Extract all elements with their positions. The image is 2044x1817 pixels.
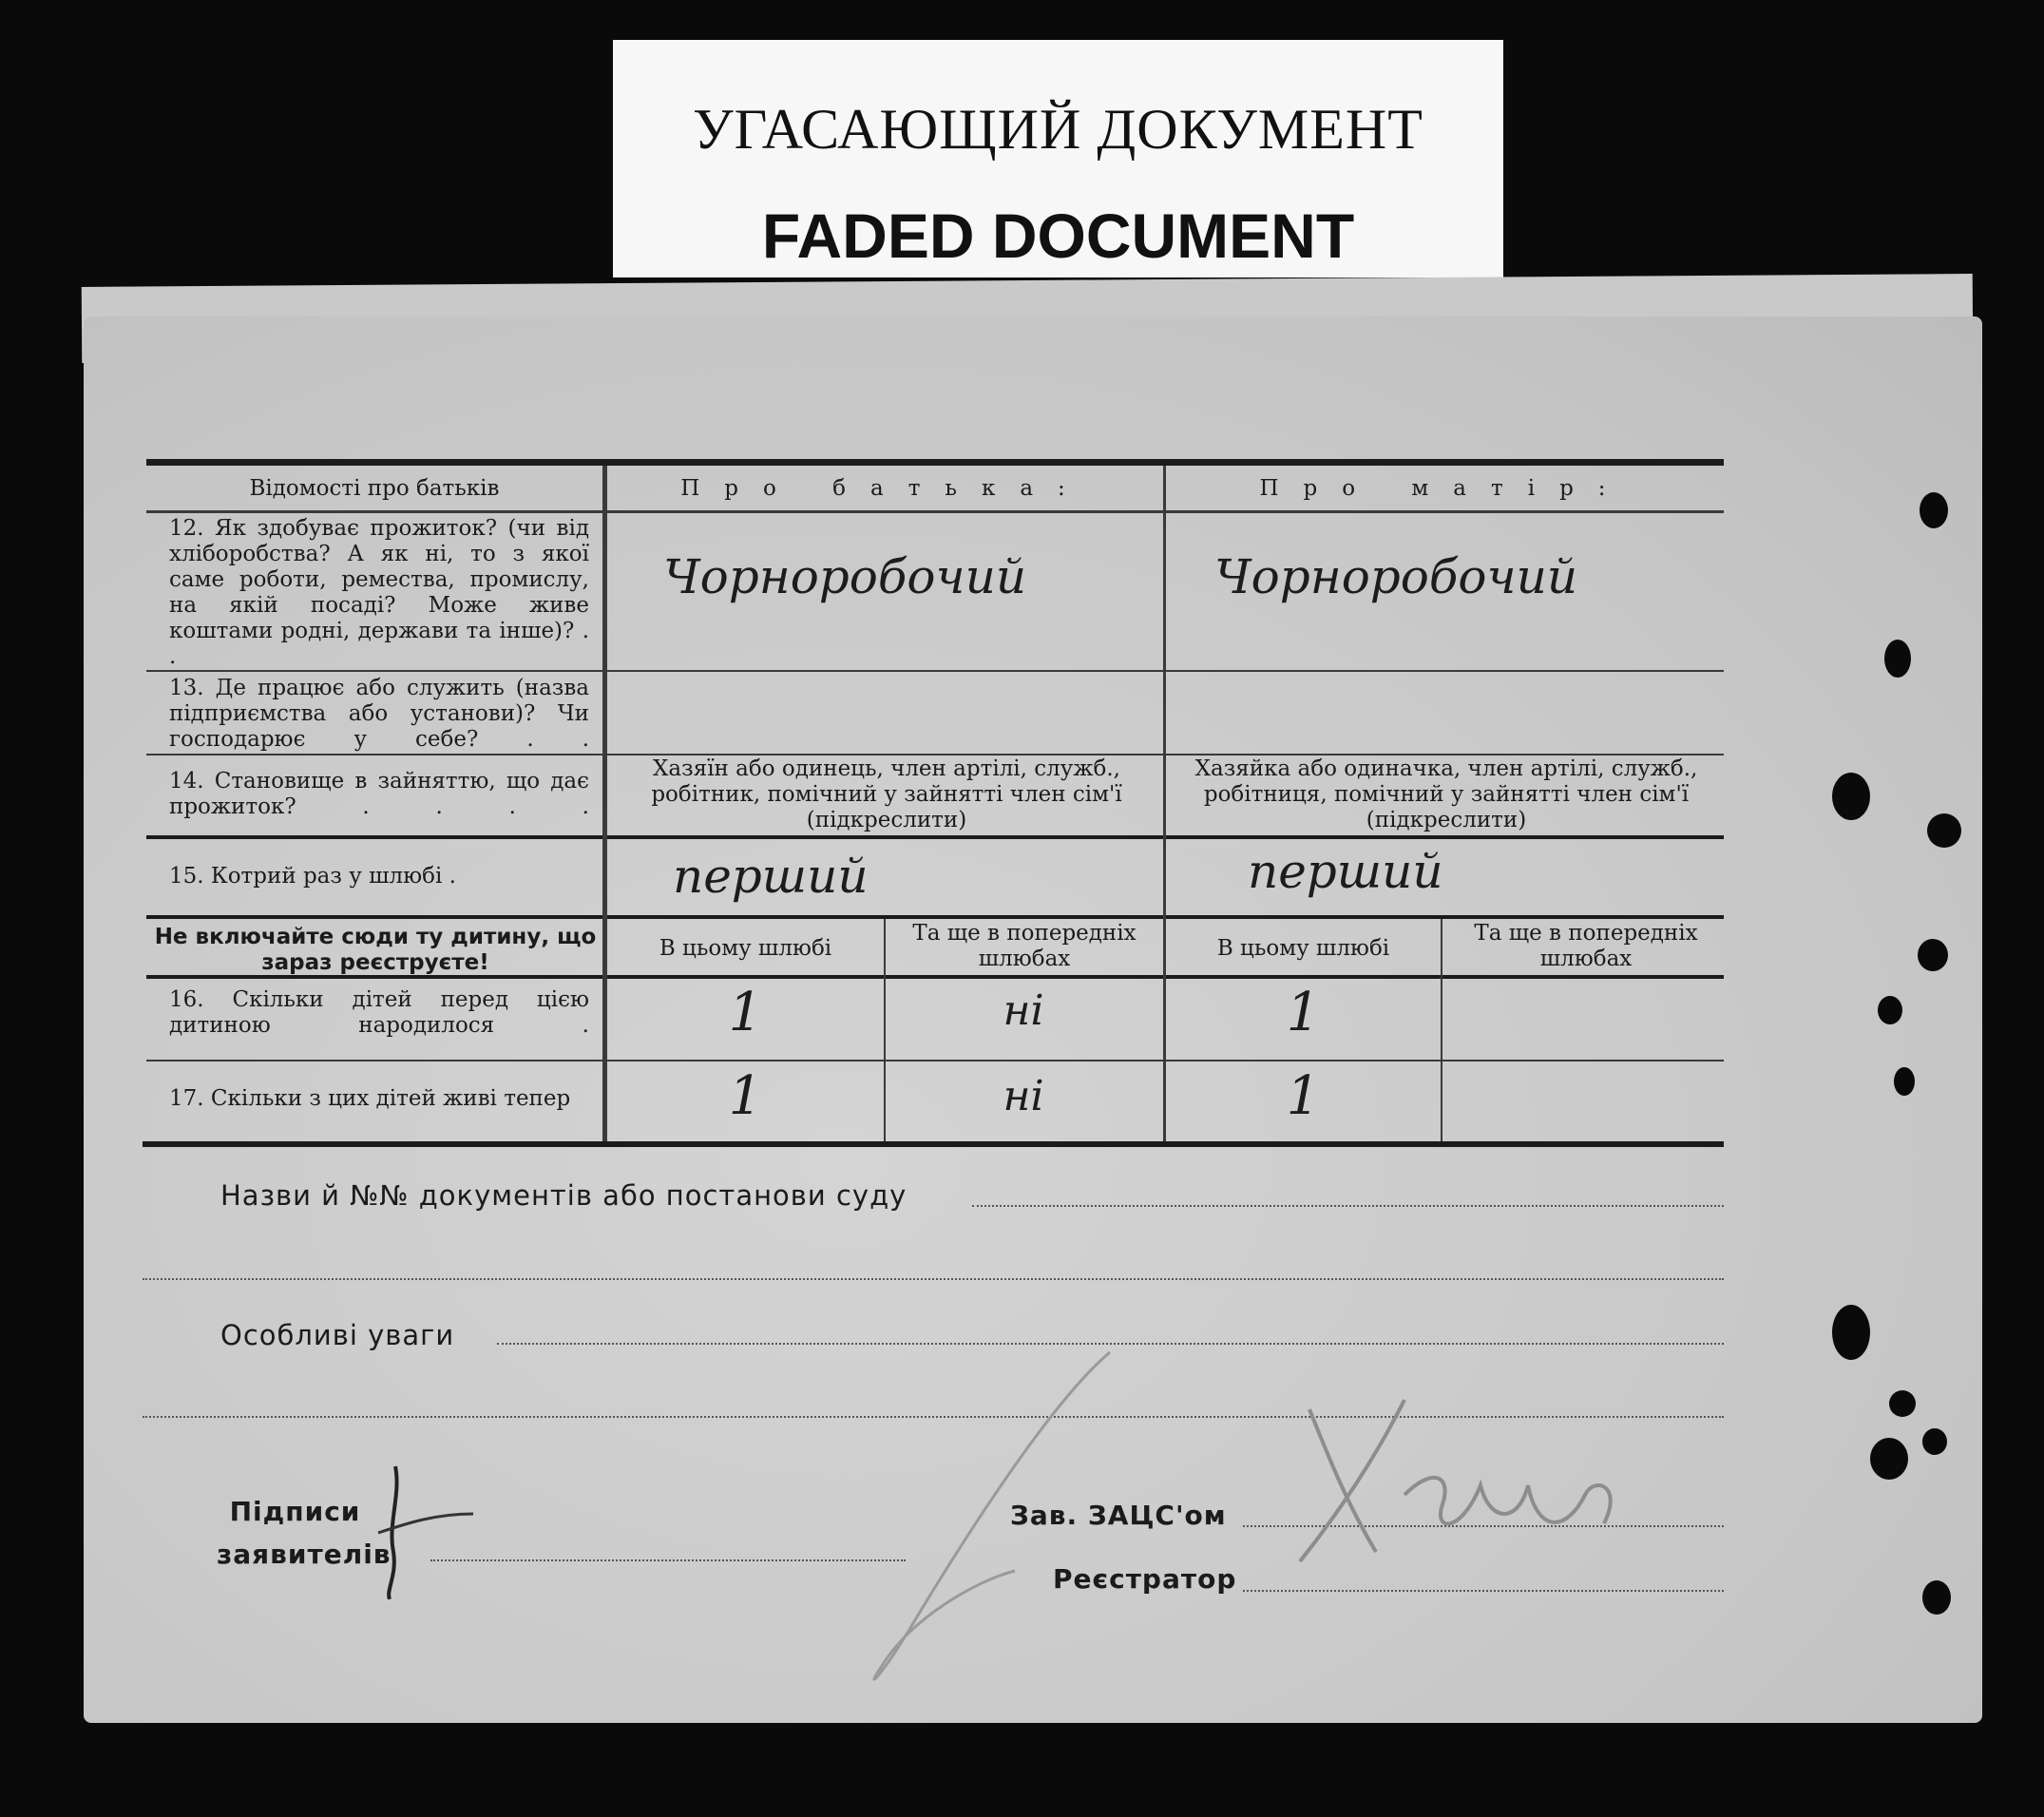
- row12-rule: [146, 670, 1724, 672]
- punch-hole: [1889, 1390, 1916, 1417]
- table-top-rule: [146, 459, 1724, 466]
- row16-mother-this: 1: [1286, 982, 1321, 1043]
- punch-hole: [1894, 1067, 1915, 1096]
- row12-mother-answer: Чорноробочий: [1214, 549, 1578, 604]
- registrar-line: [1243, 1590, 1724, 1592]
- punch-hole: [1884, 640, 1911, 678]
- row12-label: 12. Як здобуває прожиток? (чи від хліборобства? А як ні, то з якої саме роботи, ремества, промислу, на якій посаді? Може живе коштами родні, держави та інше)? . .: [169, 516, 589, 669]
- signatures-label: Підписи заявителів: [217, 1496, 392, 1570]
- row14-father-options: Хазяїн або одинець, член артілі, служб., робітник, помічний у зайнятті член сім'ї (підкреслити): [651, 756, 1122, 832]
- table-bottom-rule: [143, 1141, 1724, 1147]
- header-parents-info: Відомості про батьків: [249, 476, 500, 501]
- row16-father-prev: ні: [1003, 986, 1044, 1035]
- header-rule: [146, 510, 1724, 513]
- registrar-signature: [1262, 1381, 1661, 1571]
- remarks-label: Особливі уваги: [220, 1319, 455, 1351]
- row17-father-prev: ні: [1003, 1072, 1044, 1120]
- applicant-signature: [369, 1457, 521, 1599]
- punch-hole: [1878, 996, 1902, 1024]
- row13-label: 13. Де працює або служить (назва підприємства або установи)? Чи господарює у себе? . .: [169, 676, 589, 752]
- head-zags-label: Зав. ЗАЦС'ом: [1010, 1500, 1227, 1531]
- faint-signature: [825, 1343, 1129, 1704]
- documents-line-1: [972, 1205, 1724, 1207]
- punch-hole: [1927, 813, 1961, 848]
- record-card: [84, 316, 1982, 1723]
- registrar-label: Реєстратор: [1053, 1563, 1237, 1595]
- punch-hole: [1922, 1428, 1947, 1455]
- children-note: Не включайте сюди ту дитину, що зараз реєструєте!: [154, 925, 597, 975]
- row14-mother-options: Хазяйка або одиначка, член артілі, служб., робітниця, помічний у зайнятті член сім'ї (підкреслити): [1194, 756, 1698, 832]
- row15-mother-answer: перший: [1248, 844, 1443, 899]
- row17-mother-this: 1: [1286, 1065, 1321, 1127]
- father-previous-header: Та ще в попередніх шлюбах: [912, 921, 1137, 971]
- punch-hole: [1920, 492, 1948, 528]
- row12-father-answer: Чорноробочий: [663, 549, 1027, 604]
- label-english: FADED DOCUMENT: [761, 201, 1355, 271]
- punch-hole: [1918, 939, 1948, 971]
- col-divider-mother-prev: [1441, 919, 1442, 1141]
- label-russian: УГАСАЮЩИЙ ДОКУМЕНТ: [693, 98, 1423, 161]
- row15-label: 15. Котрий раз у шлюбі .: [169, 864, 456, 889]
- father-this-marriage-header: В цьому шлюбі: [659, 936, 832, 961]
- documents-line-2: [143, 1278, 1724, 1280]
- row15-rule: [146, 915, 1724, 919]
- row14-rule: [146, 835, 1724, 839]
- punch-hole: [1922, 1580, 1951, 1615]
- documents-label: Назви й №№ документів або постанови суду: [220, 1179, 907, 1212]
- row16-rule: [146, 1060, 1724, 1062]
- row16-label: 16. Скільки дітей перед цією дитиною народилося .: [169, 987, 589, 1038]
- punch-hole: [1832, 1305, 1870, 1360]
- punch-hole: [1870, 1438, 1908, 1480]
- faded-document-label: [613, 40, 1503, 277]
- row17-label: 17. Скільки з цих дітей живі тепер: [169, 1086, 571, 1111]
- mother-this-marriage-header: В цьому шлюбі: [1216, 936, 1390, 961]
- header-about-father: Про батька:: [680, 476, 1090, 501]
- header-about-mother: Про матір:: [1259, 476, 1631, 501]
- mother-previous-header: Та ще в попередніх шлюбах: [1474, 921, 1698, 971]
- row17-father-this: 1: [728, 1065, 763, 1127]
- row15-father-answer: перший: [673, 849, 869, 904]
- row13-rule: [146, 754, 1724, 755]
- row16-father-this: 1: [728, 982, 763, 1043]
- punch-hole: [1832, 773, 1870, 820]
- row14-label: 14. Становище в зайняттю, що дає прожиток? . . . .: [169, 769, 589, 819]
